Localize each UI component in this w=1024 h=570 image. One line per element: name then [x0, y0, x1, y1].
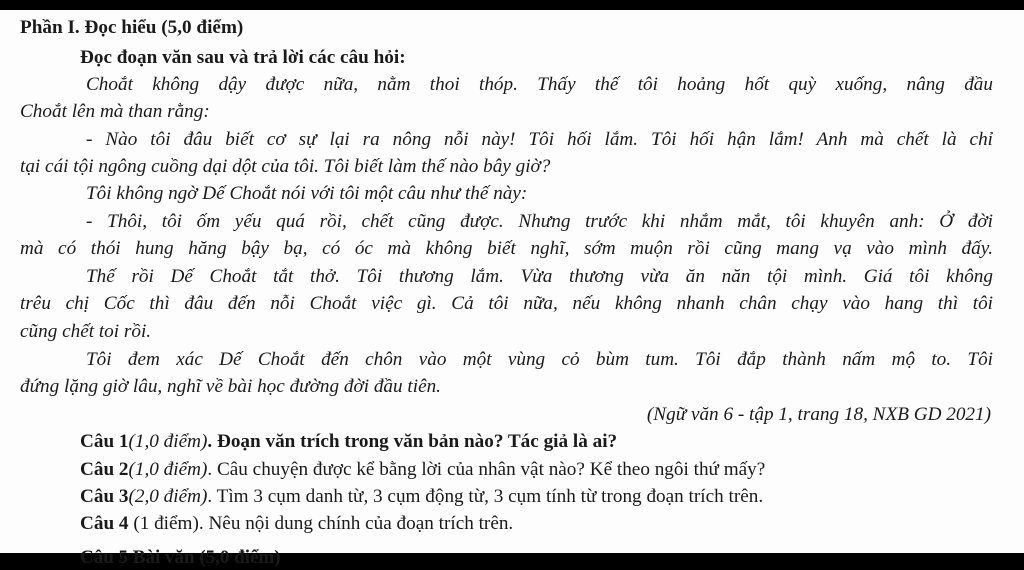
- passage-line: - Nào tôi đâu biết cơ sự lại ra nông nỗi này! Tôi hối lắm. Tôi hối hận lắm! Anh mà chết là chỉ: [86, 129, 993, 150]
- question-4: [80, 512, 513, 536]
- passage-line: - Thôi, tôi ốm yếu quá rồi, chết cũng được. Nhưng trước khi nhắm mắt, tôi khuyên anh: Ở đời: [86, 211, 993, 232]
- passage-line: Tôi đem xác Dế Choắt đến chôn vào một vùng cỏ bùm tum. Tôi đắp thành nấm mộ to. Tôi: [86, 349, 993, 370]
- question-points: (2,0 điểm): [128, 486, 208, 507]
- passage-line: Choắt không dậy được nữa, nằm thoi thóp. Thấy thế tôi hoảng hốt quỳ xuống, nâng đầu: [86, 74, 993, 95]
- passage-line: mà có thói hung hăng bậy bạ, có óc mà không biết nghĩ, sớm muộn rồi cũng mang vạ vào mình đấy.: [20, 238, 993, 259]
- question-points: (1 điểm): [128, 513, 199, 534]
- section-heading: Phần I. Đọc hiểu (5,0 điểm): [20, 17, 244, 38]
- question-1: [80, 430, 617, 454]
- question-text: . Nêu nội dung chính của đoạn trích trên.: [198, 513, 514, 534]
- question-label: Câu 4: [80, 513, 129, 534]
- passage-line: Tôi không ngờ Dế Choắt nói với tôi một câu như thế này:: [86, 183, 528, 204]
- source-citation: (Ngữ văn 6 - tập 1, trang 18, NXB GD 2021): [646, 404, 991, 425]
- question-3: [80, 485, 763, 509]
- question-text: . Câu chuyện được kể bằng lời của nhân vật nào? Kể theo ngôi thứ mấy?: [207, 459, 766, 480]
- passage-line: cũng chết toi rồi.: [20, 321, 152, 342]
- question-text: . Tìm 3 cụm danh từ, 3 cụm động từ, 3 cụm tính từ trong đoạn trích trên.: [207, 486, 764, 507]
- question-2: [80, 458, 765, 482]
- question-label: Câu 2: [80, 459, 129, 480]
- passage-line: đứng lặng giờ lâu, nghĩ về bài học đường đời đầu tiên.: [20, 376, 441, 397]
- document-page: [0, 10, 1024, 568]
- question-text: . Đoạn văn trích trong văn bản nào? Tác giả là ai?: [207, 431, 618, 452]
- truncated-next-line: Câu 5 Bài văn (5,0 điểm): [80, 547, 281, 568]
- passage-line: Choắt lên mà than rằng:: [20, 101, 210, 122]
- question-points: (1,0 điểm): [128, 459, 208, 480]
- question-label: Câu 3: [80, 486, 129, 507]
- passage-line: trêu chị Cốc thì đâu đến nỗi Choắt việc gì. Cả tôi nữa, nếu không nhanh chân chạy vào hang thì tôi: [20, 293, 993, 314]
- instruction-text: Đọc đoạn văn sau và trả lời các câu hỏi:: [80, 47, 406, 68]
- passage-line: Thế rồi Dế Choắt tắt thở. Tôi thương lắm. Vừa thương vừa ăn năn tội mình. Giá tôi không: [86, 266, 993, 287]
- passage-line: tại cái tội ngông cuồng dại dột của tôi. Tôi biết làm thế nào bây giờ?: [20, 156, 551, 177]
- question-label: Câu 1: [80, 431, 129, 452]
- question-points: (1,0 điểm): [128, 431, 208, 452]
